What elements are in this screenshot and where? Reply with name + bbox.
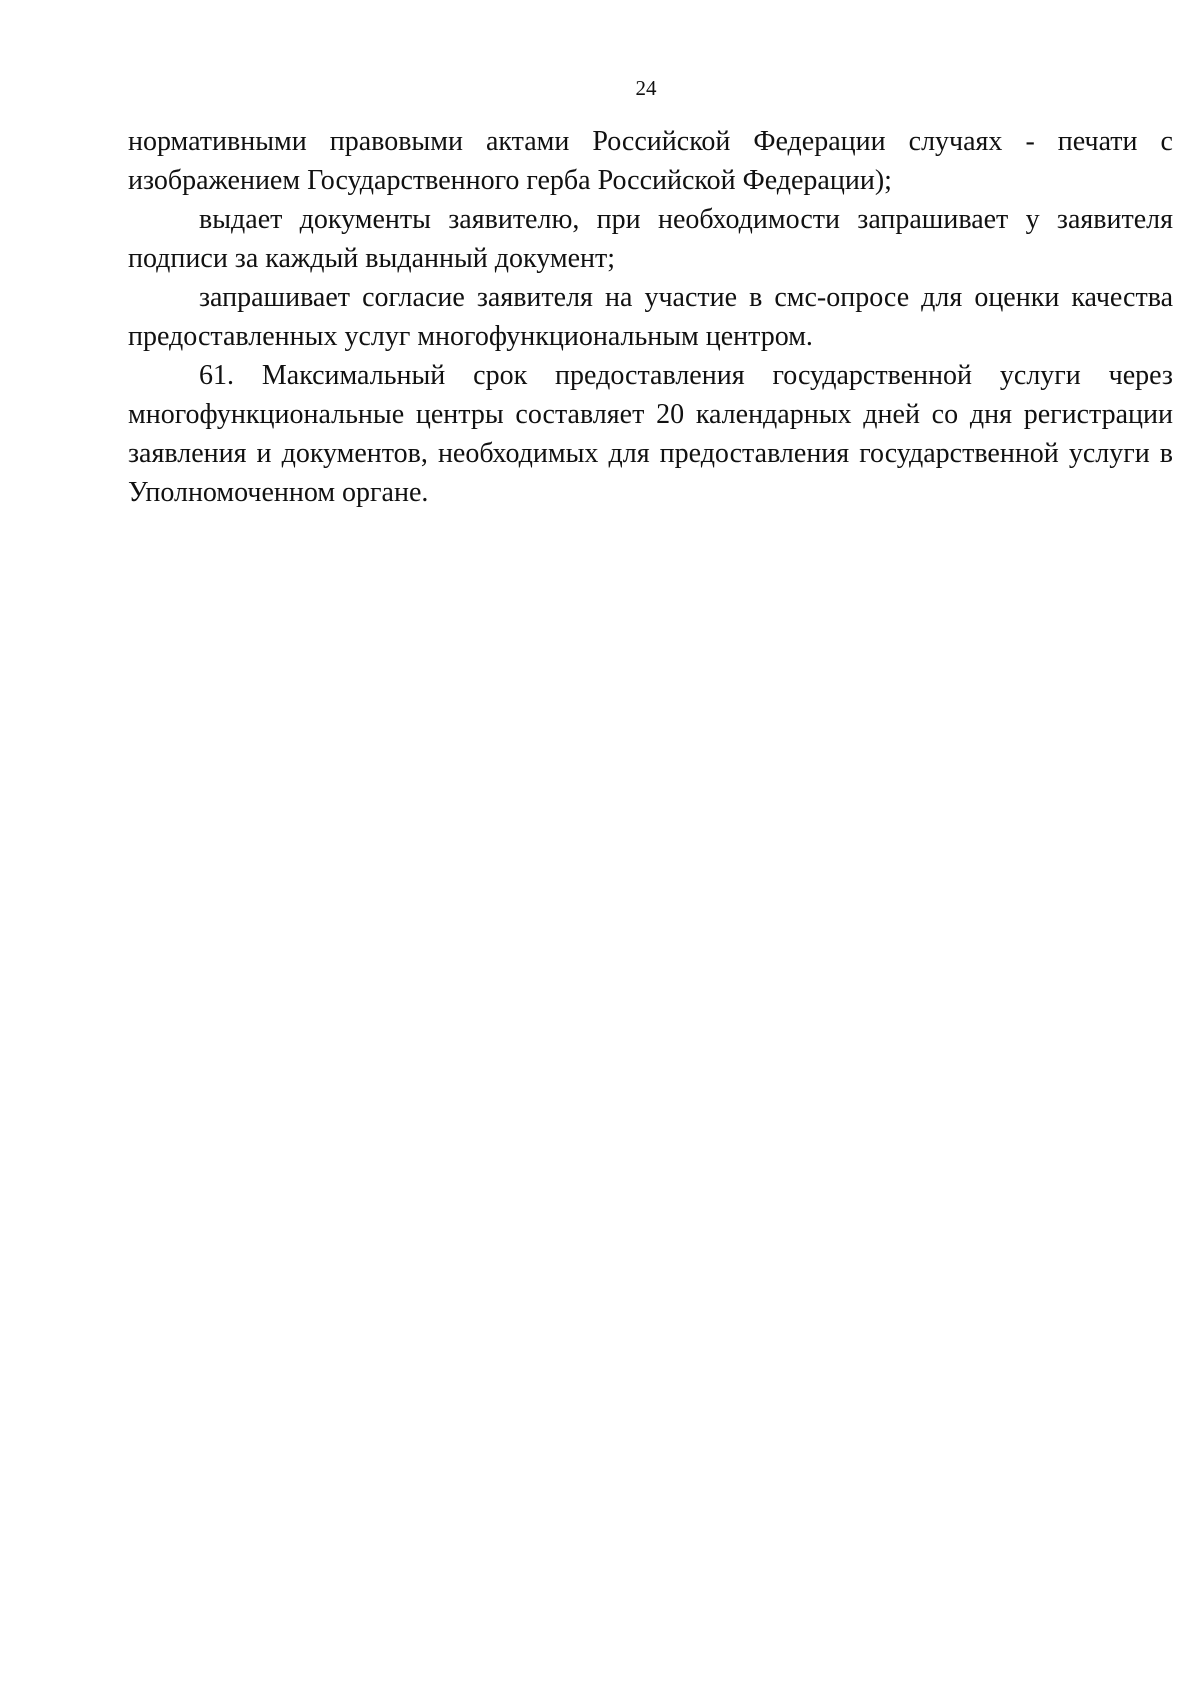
page-number: 24 <box>635 76 657 100</box>
paragraph-sms-survey: запрашивает согласие заявителя на участие в смс-опросе для оценки качества предоставленных услуг многофункциональным центром. <box>128 282 1173 352</box>
paragraph-continuation: нормативными правовыми актами Российской Федерации случаях - печати с изображением Государственного герба Российской Федерации); <box>128 126 1173 196</box>
paragraph-issue-documents: выдает документы заявителю, при необходимости запрашивает у заявителя подписи за каждый выданный документ; <box>128 204 1173 274</box>
document-body <box>128 122 1173 512</box>
paragraph-item-61: 61. Максимальный срок предоставления государственной услуги через многофункциональные центры составляет 20 календарных дней со дня регистрации заявления и документов, необходимых для предоставления государственной услуги в Уполномоченном органе. <box>128 360 1173 508</box>
